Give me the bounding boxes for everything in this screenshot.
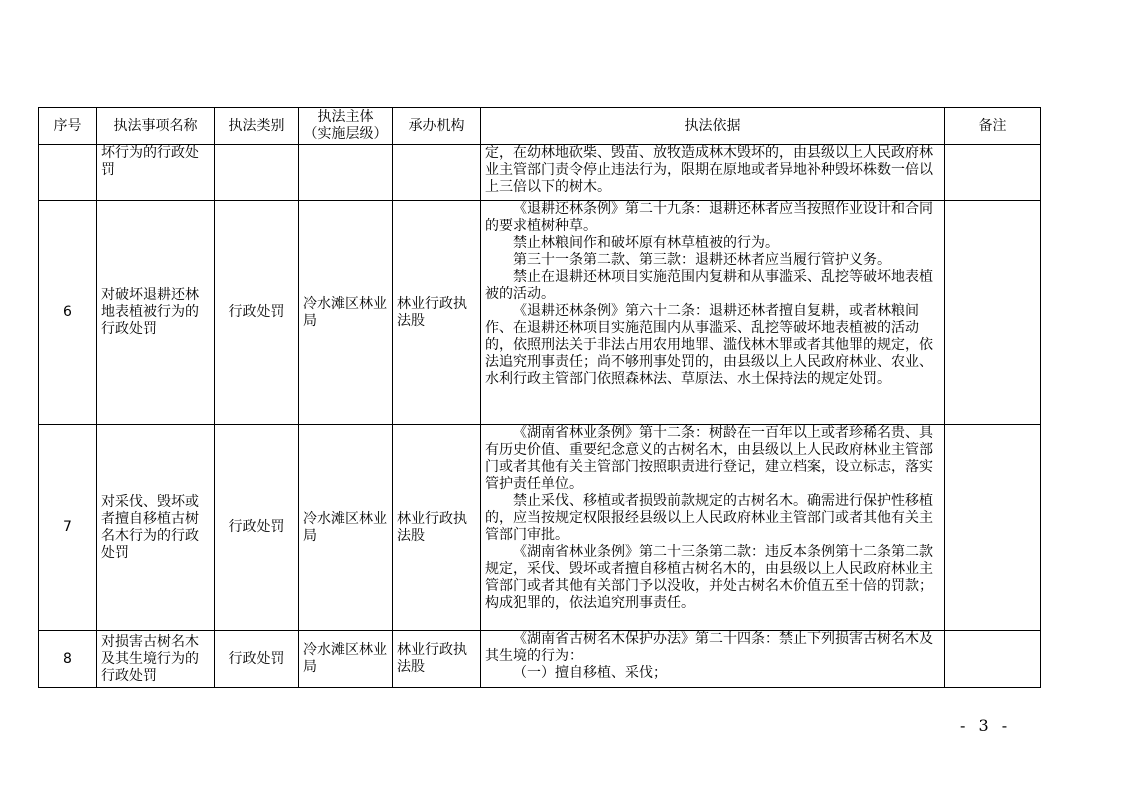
basis-paragraph: 禁止采伐、移植或者损毁前款规定的古树名木。确需进行保护性移植的，应当按规定权限报经县级以上人民政府林业主管部门或者其他有关主管部门审批。 [485, 493, 933, 543]
header-subject-line1: 执法主体 [317, 109, 374, 125]
row-remark [945, 631, 1041, 688]
enforcement-table [38, 107, 1041, 688]
row-item-name: 对采伐、毁坏或者擅自移植古树名木行为的行政处罚 [97, 425, 215, 631]
row-remark [945, 145, 1041, 201]
row-agency [393, 145, 481, 201]
header-no: 序号 [39, 108, 97, 145]
row-basis [481, 631, 945, 688]
basis-paragraph: 《湖南省古树名木保护办法》第二十四条：禁止下列损害古树名木及其生境的行为： [485, 631, 933, 664]
row-no [39, 145, 97, 201]
row-subject: 冷水滩区林业局 [299, 631, 393, 688]
row-item-name: 坏行为的行政处罚 [97, 145, 215, 201]
page-number: - 3 - [960, 716, 1012, 735]
basis-paragraph: 《退耕还林条例》第六十二条：退耕还林者擅自复耕，或者林粮间作、在退耕还林项目实施范围内从事滥采、乱挖等破坏地表植被的活动的，依照刑法关于非法占用农用地罪、滥伐林木罪或者其他罪的规定，依法追究刑事责任；尚不够刑事处罚的，由县级以上人民政府林业、农业、水利行政主管部门依照森林法、草原法、水土保持法的规定处罚。 [485, 303, 933, 387]
header-basis: 执法依据 [481, 108, 945, 145]
row-category: 行政处罚 [215, 201, 299, 425]
basis-paragraph: 禁止在退耕还林项目实施范围内复耕和从事滥采、乱挖等破坏地表植被的活动。 [485, 269, 933, 302]
header-agency: 承办机构 [393, 108, 481, 145]
row-basis [481, 201, 945, 425]
row-basis [481, 425, 945, 631]
header-item-name: 执法事项名称 [97, 108, 215, 145]
row-no: 7 [39, 425, 97, 631]
table-row [39, 425, 1041, 631]
row-category: 行政处罚 [215, 425, 299, 631]
row-agency: 林业行政执法股 [393, 425, 481, 631]
table-row [39, 631, 1041, 688]
row-basis [481, 145, 945, 201]
row-remark [945, 201, 1041, 425]
basis-paragraph: 《湖南省林业条例》第十二条：树龄在一百年以上或者珍稀名贵、具有历史价值、重要纪念意义的古树名木，由县级以上人民政府林业主管部门或者其他有关主管部门按照职责进行登记，建立档案，设立标志，落实管护责任单位。 [485, 425, 933, 492]
basis-paragraph: 《湖南省林业条例》第二十三条第二款：违反本条例第十二条第二款规定，采伐、毁坏或者擅自移植古树名木的，由县级以上人民政府林业主管部门或者其他有关部门予以没收，并处古树名木价值五至十倍的罚款；构成犯罪的，依法追究刑事责任。 [485, 544, 933, 611]
row-subject: 冷水滩区林业局 [299, 425, 393, 631]
basis-paragraph: 禁止林粮间作和破坏原有林草植被的行为。 [513, 235, 779, 251]
header-remark: 备注 [945, 108, 1041, 145]
row-no: 8 [39, 631, 97, 688]
header-subject [299, 108, 393, 145]
basis-paragraph: （一）擅自移植、采伐； [513, 665, 667, 681]
row-category: 行政处罚 [215, 631, 299, 688]
header-category: 执法类别 [215, 108, 299, 145]
row-agency: 林业行政执法股 [393, 201, 481, 425]
row-agency: 林业行政执法股 [393, 631, 481, 688]
row-item-name: 对损害古树名木及其生境行为的行政处罚 [97, 631, 215, 688]
basis-paragraph: 定，在幼林地砍柴、毁苗、放牧造成林木毁坏的，由县级以上人民政府林业主管部门责令停止违法行为，限期在原地或者异地补种毁坏株数一倍以上三倍以下的树木。 [485, 145, 933, 195]
header-row [39, 108, 1041, 145]
table-row [39, 145, 1041, 201]
table-row [39, 201, 1041, 425]
row-item-name: 对破坏退耕还林地表植被行为的行政处罚 [97, 201, 215, 425]
row-remark [945, 425, 1041, 631]
header-subject-line2: （实施层级） [303, 126, 388, 142]
basis-paragraph: 《退耕还林条例》第二十九条：退耕还林者应当按照作业设计和合同的要求植树种草。 [485, 201, 933, 234]
row-subject [299, 145, 393, 201]
basis-paragraph: 第三十一条第二款、第三款：退耕还林者应当履行管护义务。 [513, 252, 891, 268]
row-category [215, 145, 299, 201]
row-no: 6 [39, 201, 97, 425]
row-subject: 冷水滩区林业局 [299, 201, 393, 425]
